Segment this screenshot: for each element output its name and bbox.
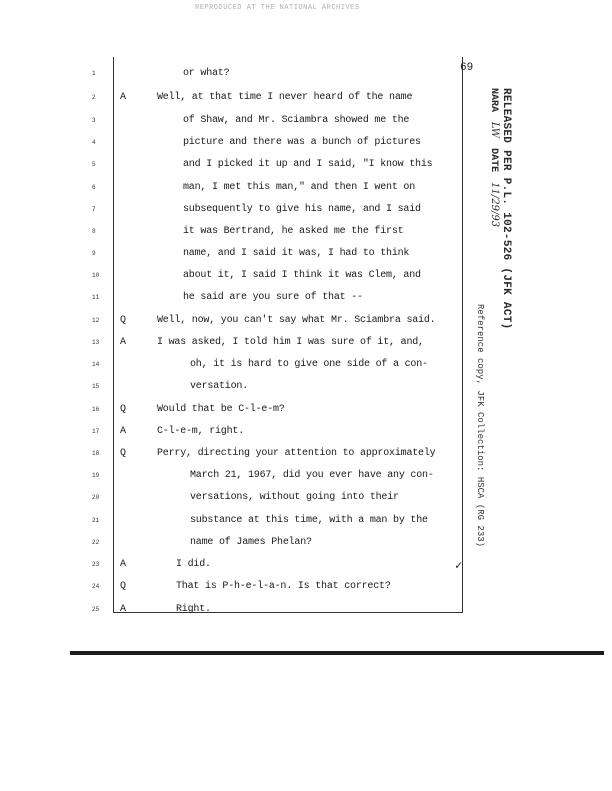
speaker-label: Q [120,448,127,459]
line-text: and I picked it up and I said, "I know this [183,159,433,170]
speaker-label: A [120,426,127,437]
reference-copy-note: Reference copy, JFK Collection: HSCA (RG 233) [475,304,485,548]
line-number: 3 [92,117,96,124]
line-number: 24 [92,583,100,590]
transcript-line [0,66,612,82]
transcript-line [0,446,612,462]
transcript-line [0,535,612,551]
line-text: Right. [176,604,211,615]
line-text: C-l-e-m, right. [157,426,245,437]
line-number: 7 [92,206,96,213]
line-number: 21 [92,517,100,524]
date-value: 11/29/93 [489,182,500,228]
line-text: Perry, directing your attention to approximately [157,448,436,459]
line-text: name of James Phelan? [190,537,312,548]
speaker-label: A [120,604,127,615]
line-text: I did. [176,559,211,570]
transcript-line [0,313,612,329]
line-number: 20 [92,494,100,501]
line-number: 16 [92,406,100,413]
line-text: oh, it is hard to give one side of a con- [190,359,428,370]
release-stamp: RELEASED PER P.L. 102-526 (JFK ACT) [500,88,512,330]
line-number: 12 [92,317,100,324]
transcript-line [0,224,612,240]
transcript-line [0,513,612,529]
transcript-line [0,180,612,196]
line-text: or what? [183,68,230,79]
line-text: That is P-h-e-l-a-n. Is that correct? [176,581,391,592]
line-number: 8 [92,228,96,235]
transcript-line [0,557,612,573]
speaker-label: A [120,337,127,348]
line-number: 23 [92,561,100,568]
transcript-line [0,379,612,395]
transcript-line [0,268,612,284]
line-number: 10 [92,272,100,279]
line-number: 25 [92,606,100,613]
archive-header-stamp: REPRODUCED AT THE NATIONAL ARCHIVES [195,4,360,12]
line-text: Well, at that time I never heard of the name [157,92,413,103]
transcript-line [0,90,612,106]
nara-initials: LW [489,122,500,139]
transcript-line [0,468,612,484]
bottom-rule [70,651,604,655]
transcript-line [0,335,612,351]
line-text: Well, now, you can't say what Mr. Sciambra said. [157,315,436,326]
page-number: 69 [460,62,474,74]
line-text: it was Bertrand, he asked me the first [183,226,404,237]
line-number: 19 [92,472,100,479]
line-text: man, I met this man," and then I went on [183,182,416,193]
line-number: 6 [92,184,96,191]
line-number: 4 [92,139,96,146]
nara-stamp [488,88,500,231]
transcript-line [0,246,612,262]
transcript-line [0,424,612,440]
line-text: versation. [190,381,249,392]
line-text: about it, I said I think it was Clem, and [183,270,421,281]
line-text: he said are you sure of that -- [183,292,363,303]
transcript-line [0,113,612,129]
line-number: 18 [92,450,100,457]
line-number: 9 [92,250,96,257]
transcript-line [0,490,612,506]
transcript-line [0,290,612,306]
line-text: subsequently to give his name, and I said [183,204,421,215]
line-text: name, and I said it was, I had to think [183,248,410,259]
line-number: 5 [92,161,96,168]
checkmark-icon: ✓ [455,559,463,573]
line-number: 11 [92,294,100,301]
speaker-label: Q [120,315,127,326]
line-text: of Shaw, and Mr. Sciambra showed me the [183,115,410,126]
line-text: March 21, 1967, did you ever have any con- [190,470,434,481]
line-number: 2 [92,94,96,101]
date-label: DATE [488,148,499,173]
speaker-label: A [120,559,127,570]
transcript-line [0,402,612,418]
transcript-line [0,357,612,373]
speaker-label: Q [120,404,127,415]
line-text: versations, without going into their [190,492,399,503]
transcript-line [0,135,612,151]
line-text: Would that be C-l-e-m? [157,404,285,415]
transcript-line [0,157,612,173]
transcript-line [0,202,612,218]
nara-label: NARA [488,88,499,113]
transcript-line [0,602,612,618]
line-number: 1 [92,70,96,77]
line-text: picture and there was a bunch of pictures [183,137,421,148]
speaker-label: A [120,92,127,103]
line-number: 13 [92,339,100,346]
line-number: 22 [92,539,100,546]
line-text: I was asked, I told him I was sure of it, and, [157,337,424,348]
line-number: 15 [92,383,100,390]
line-text: substance at this time, with a man by the [190,515,428,526]
transcript-line [0,579,612,595]
line-number: 17 [92,428,100,435]
speaker-label: Q [120,581,127,592]
line-number: 14 [92,361,100,368]
